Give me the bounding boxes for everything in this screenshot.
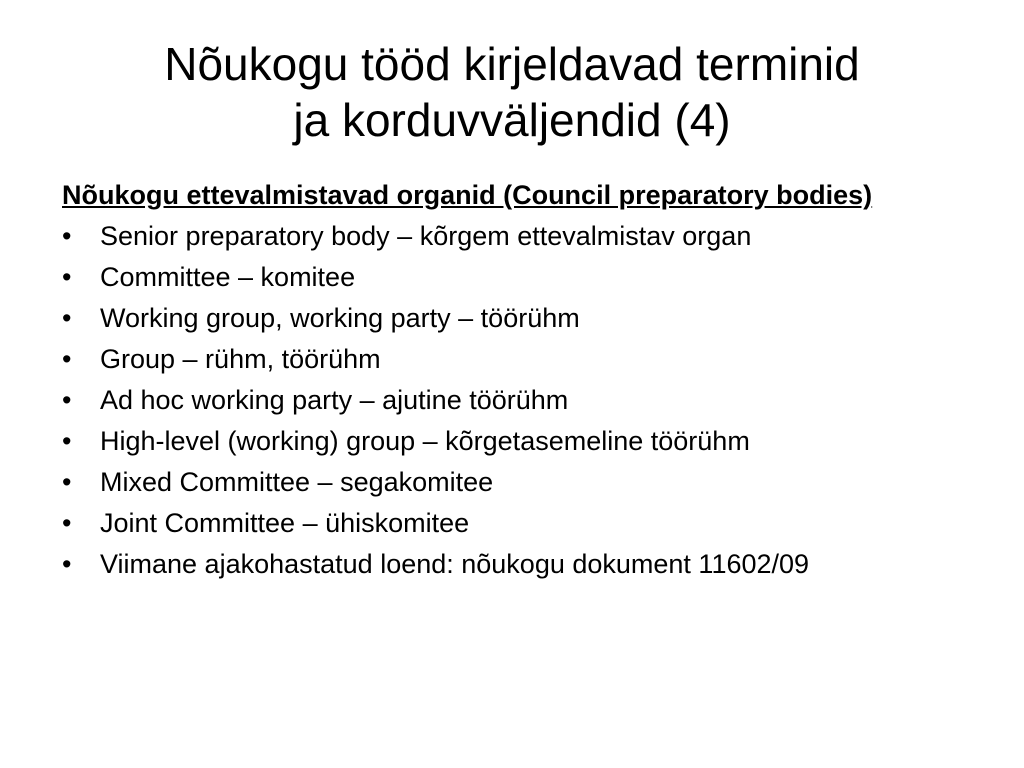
list-item xyxy=(62,223,972,250)
slide-title-line-1: Nõukogu tööd kirjeldavad terminid xyxy=(164,38,860,90)
slide-body xyxy=(62,182,972,592)
list-item-text: Committee – komitee xyxy=(100,262,356,292)
bullet-icon: • xyxy=(62,303,72,333)
list-item xyxy=(62,346,972,373)
list-item xyxy=(62,264,972,291)
list-item xyxy=(62,428,972,455)
bullet-icon: • xyxy=(62,262,72,292)
list-item xyxy=(62,305,972,332)
list-item-text: High-level (working) group – kõrgetasemeline töörühm xyxy=(100,426,750,456)
list-item xyxy=(62,387,972,414)
list-item xyxy=(62,469,972,496)
bullet-icon: • xyxy=(62,344,72,374)
bullet-list xyxy=(62,223,972,578)
list-item xyxy=(62,551,972,578)
slide-title-line-2: ja korduvväljendid (4) xyxy=(293,94,731,146)
list-item-text: Group – rühm, töörühm xyxy=(100,344,381,374)
list-item-text: Ad hoc working party – ajutine töörühm xyxy=(100,385,569,415)
list-item-text: Joint Committee – ühiskomitee xyxy=(100,508,470,538)
list-item-text: Mixed Committee – segakomitee xyxy=(100,467,494,497)
section-heading: Nõukogu ettevalmistavad organid (Council preparatory bodies) xyxy=(62,180,873,210)
list-item xyxy=(62,510,972,537)
bullet-icon: • xyxy=(62,385,72,415)
slide-title xyxy=(40,36,984,148)
bullet-icon: • xyxy=(62,549,72,579)
bullet-icon: • xyxy=(62,221,72,251)
bullet-icon: • xyxy=(62,426,72,456)
list-item-text: Viimane ajakohastatud loend: nõukogu dokument 11602/09 xyxy=(100,549,810,579)
list-item-text: Working group, working party – töörühm xyxy=(100,303,580,333)
bullet-icon: • xyxy=(62,467,72,497)
bullet-icon: • xyxy=(62,508,72,538)
list-item-text: Senior preparatory body – kõrgem ettevalmistav organ xyxy=(100,221,752,251)
